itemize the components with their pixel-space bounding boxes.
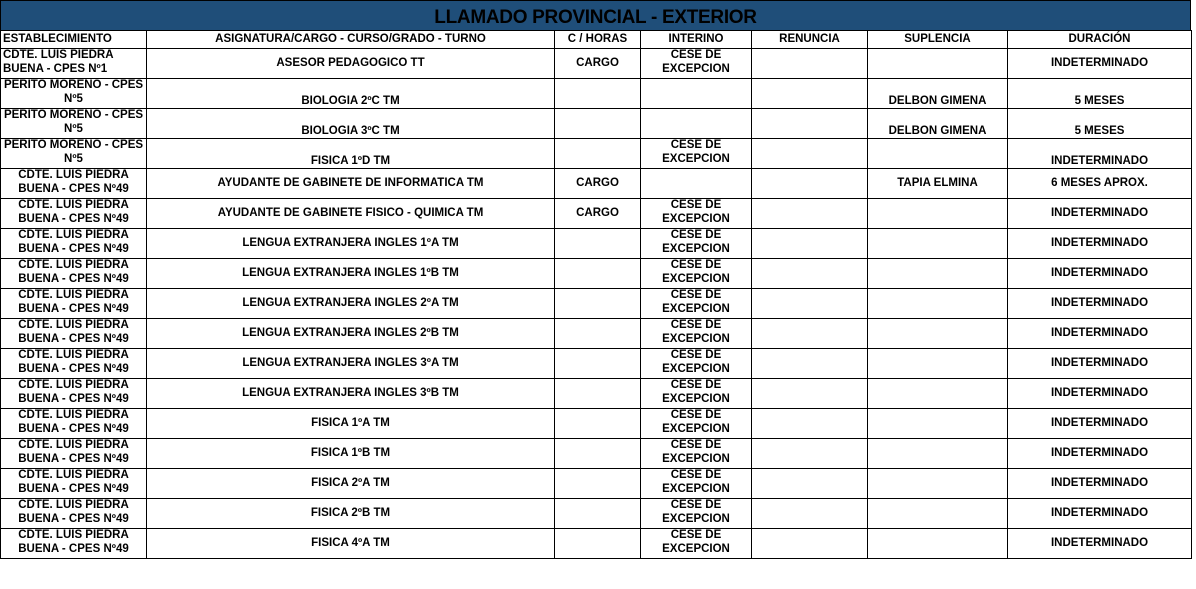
cell-horas[interactable] xyxy=(555,439,641,469)
col-header-renuncia[interactable]: RENUNCIA xyxy=(752,31,868,49)
cell-duracion[interactable]: INDETERMINADO xyxy=(1008,439,1192,469)
cell-establecimiento[interactable]: CDTE. LUIS PIEDRA BUENA - CPES Nº49 xyxy=(1,259,147,289)
cell-establecimiento[interactable]: CDTE. LUIS PIEDRA BUENA - CPES Nº49 xyxy=(1,169,147,199)
cell-asignatura[interactable]: LENGUA EXTRANJERA INGLES 1ºA TM xyxy=(147,229,555,259)
cell-asignatura[interactable]: FISICA 1ºD TM xyxy=(147,139,555,169)
table-row xyxy=(1,529,1192,559)
cell-suplencia[interactable] xyxy=(868,199,1008,229)
cell-horas[interactable] xyxy=(555,379,641,409)
cell-asignatura[interactable]: LENGUA EXTRANJERA INGLES 3ºB TM xyxy=(147,379,555,409)
cell-duracion[interactable]: INDETERMINADO xyxy=(1008,529,1192,559)
table-row xyxy=(1,409,1192,439)
cell-interino[interactable]: CESE DE EXCEPCION xyxy=(641,439,752,469)
cell-renuncia[interactable] xyxy=(752,229,868,259)
cell-asignatura[interactable]: FISICA 1ºA TM xyxy=(147,409,555,439)
cell-interino[interactable]: CESE DE EXCEPCION xyxy=(641,199,752,229)
cell-establecimiento[interactable]: PERITO MORENO - CPES Nº5 xyxy=(1,139,147,169)
cell-renuncia[interactable] xyxy=(752,259,868,289)
cell-asignatura[interactable]: BIOLOGIA 3ºC TM xyxy=(147,109,555,139)
cell-establecimiento[interactable]: PERITO MORENO - CPES Nº5 xyxy=(1,79,147,109)
cell-interino[interactable]: CESE DE EXCEPCION xyxy=(641,499,752,529)
cell-suplencia[interactable] xyxy=(868,259,1008,289)
cell-asignatura[interactable]: LENGUA EXTRANJERA INGLES 1ºB TM xyxy=(147,259,555,289)
cell-horas[interactable]: CARGO xyxy=(555,169,641,199)
cell-interino[interactable] xyxy=(641,169,752,199)
cell-renuncia[interactable] xyxy=(752,499,868,529)
table-row xyxy=(1,439,1192,469)
vacancies-table xyxy=(0,30,1192,559)
cell-interino[interactable]: CESE DE EXCEPCION xyxy=(641,469,752,499)
table-row xyxy=(1,349,1192,379)
cell-establecimiento[interactable]: CDTE. LUIS PIEDRA BUENA - CPES Nº49 xyxy=(1,499,147,529)
cell-establecimiento[interactable]: CDTE. LUIS PIEDRA BUENA - CPES Nº49 xyxy=(1,379,147,409)
cell-horas[interactable] xyxy=(555,409,641,439)
cell-interino[interactable]: CESE DE EXCEPCION xyxy=(641,229,752,259)
cell-renuncia[interactable] xyxy=(752,529,868,559)
cell-asignatura[interactable]: AYUDANTE DE GABINETE FISICO - QUIMICA TM xyxy=(147,199,555,229)
cell-horas[interactable] xyxy=(555,529,641,559)
cell-suplencia[interactable] xyxy=(868,229,1008,259)
cell-establecimiento[interactable]: CDTE. LUIS PIEDRA BUENA - CPES Nº49 xyxy=(1,199,147,229)
cell-horas[interactable] xyxy=(555,259,641,289)
cell-interino[interactable]: CESE DE EXCEPCION xyxy=(641,409,752,439)
cell-asignatura[interactable]: FISICA 2ºA TM xyxy=(147,469,555,499)
cell-suplencia[interactable] xyxy=(868,349,1008,379)
cell-renuncia[interactable] xyxy=(752,469,868,499)
col-header-duracion[interactable]: DURACIÓN xyxy=(1008,31,1192,49)
cell-horas[interactable] xyxy=(555,289,641,319)
cell-establecimiento[interactable]: PERITO MORENO - CPES Nº5 xyxy=(1,109,147,139)
cell-suplencia[interactable] xyxy=(868,499,1008,529)
cell-asignatura[interactable]: FISICA 4ºA TM xyxy=(147,529,555,559)
cell-renuncia[interactable] xyxy=(752,289,868,319)
cell-establecimiento[interactable]: CDTE. LUIS PIEDRA BUENA - CPES Nº49 xyxy=(1,529,147,559)
cell-horas[interactable] xyxy=(555,79,641,109)
cell-suplencia[interactable] xyxy=(868,439,1008,469)
cell-renuncia[interactable] xyxy=(752,139,868,169)
cell-duracion[interactable]: INDETERMINADO xyxy=(1008,289,1192,319)
cell-renuncia[interactable] xyxy=(752,49,868,79)
cell-horas[interactable] xyxy=(555,229,641,259)
cell-establecimiento[interactable]: CDTE. LUIS PIEDRA BUENA - CPES Nº49 xyxy=(1,439,147,469)
cell-suplencia[interactable]: DELBON GIMENA xyxy=(868,109,1008,139)
cell-asignatura[interactable]: FISICA 1ºB TM xyxy=(147,439,555,469)
table-row xyxy=(1,49,1192,79)
table-row xyxy=(1,259,1192,289)
table-row xyxy=(1,199,1192,229)
cell-asignatura[interactable]: BIOLOGIA 2ºC TM xyxy=(147,79,555,109)
cell-duracion[interactable]: INDETERMINADO xyxy=(1008,319,1192,349)
header-row xyxy=(1,31,1192,49)
cell-duracion[interactable]: INDETERMINADO xyxy=(1008,349,1192,379)
cell-interino[interactable]: CESE DE EXCEPCION xyxy=(641,139,752,169)
table-row xyxy=(1,469,1192,499)
cell-suplencia[interactable] xyxy=(868,139,1008,169)
table-row xyxy=(1,499,1192,529)
cell-horas[interactable] xyxy=(555,349,641,379)
cell-interino[interactable]: CESE DE EXCEPCION xyxy=(641,259,752,289)
cell-suplencia[interactable] xyxy=(868,409,1008,439)
cell-asignatura[interactable]: LENGUA EXTRANJERA INGLES 2ºB TM xyxy=(147,319,555,349)
cell-establecimiento[interactable]: CDTE. LUIS PIEDRA BUENA - CPES Nº49 xyxy=(1,289,147,319)
cell-duracion[interactable]: INDETERMINADO xyxy=(1008,379,1192,409)
table-row xyxy=(1,79,1192,109)
cell-renuncia[interactable] xyxy=(752,199,868,229)
cell-interino[interactable] xyxy=(641,79,752,109)
cell-interino[interactable]: CESE DE EXCEPCION xyxy=(641,319,752,349)
cell-renuncia[interactable] xyxy=(752,169,868,199)
col-header-asignatura[interactable]: ASIGNATURA/CARGO - CURSO/GRADO - TURNO xyxy=(147,31,555,49)
cell-establecimiento[interactable]: CDTE. LUIS PIEDRA BUENA - CPES Nº49 xyxy=(1,319,147,349)
cell-establecimiento[interactable]: CDTE. LUIS PIEDRA BUENA - CPES Nº49 xyxy=(1,409,147,439)
cell-horas[interactable] xyxy=(555,469,641,499)
cell-interino[interactable]: CESE DE EXCEPCION xyxy=(641,289,752,319)
cell-interino[interactable]: CESE DE EXCEPCION xyxy=(641,379,752,409)
col-header-interino[interactable]: INTERINO xyxy=(641,31,752,49)
table-row xyxy=(1,169,1192,199)
cell-suplencia[interactable] xyxy=(868,289,1008,319)
cell-horas[interactable]: CARGO xyxy=(555,49,641,79)
sheet-title: LLAMADO PROVINCIAL - EXTERIOR xyxy=(0,0,1191,30)
cell-renuncia[interactable] xyxy=(752,439,868,469)
cell-suplencia[interactable]: DELBON GIMENA xyxy=(868,79,1008,109)
cell-duracion[interactable]: 6 MESES APROX. xyxy=(1008,169,1192,199)
cell-horas[interactable] xyxy=(555,499,641,529)
cell-renuncia[interactable] xyxy=(752,109,868,139)
cell-horas[interactable] xyxy=(555,319,641,349)
table-row xyxy=(1,379,1192,409)
cell-asignatura[interactable]: ASESOR PEDAGOGICO TT xyxy=(147,49,555,79)
cell-suplencia[interactable] xyxy=(868,529,1008,559)
cell-renuncia[interactable] xyxy=(752,379,868,409)
cell-duracion[interactable]: INDETERMINADO xyxy=(1008,49,1192,79)
table-row xyxy=(1,139,1192,169)
cell-duracion[interactable]: INDETERMINADO xyxy=(1008,199,1192,229)
cell-interino[interactable] xyxy=(641,109,752,139)
cell-renuncia[interactable] xyxy=(752,409,868,439)
cell-duracion[interactable]: INDETERMINADO xyxy=(1008,229,1192,259)
cell-duracion[interactable]: INDETERMINADO xyxy=(1008,259,1192,289)
cell-establecimiento[interactable]: CDTE. LUIS PIEDRA BUENA - CPES Nº1 xyxy=(1,49,147,79)
cell-duracion[interactable]: INDETERMINADO xyxy=(1008,139,1192,169)
cell-horas[interactable] xyxy=(555,109,641,139)
cell-establecimiento[interactable]: CDTE. LUIS PIEDRA BUENA - CPES Nº49 xyxy=(1,229,147,259)
table-row xyxy=(1,319,1192,349)
cell-duracion[interactable]: 5 MESES xyxy=(1008,109,1192,139)
cell-duracion[interactable]: INDETERMINADO xyxy=(1008,409,1192,439)
cell-asignatura[interactable]: LENGUA EXTRANJERA INGLES 3ºA TM xyxy=(147,349,555,379)
cell-suplencia[interactable] xyxy=(868,379,1008,409)
cell-asignatura[interactable]: AYUDANTE DE GABINETE DE INFORMATICA TM xyxy=(147,169,555,199)
cell-interino[interactable]: CESE DE EXCEPCION xyxy=(641,349,752,379)
cell-suplencia[interactable]: TAPIA ELMINA xyxy=(868,169,1008,199)
cell-horas[interactable] xyxy=(555,139,641,169)
cell-establecimiento[interactable]: CDTE. LUIS PIEDRA BUENA - CPES Nº49 xyxy=(1,349,147,379)
cell-horas[interactable]: CARGO xyxy=(555,199,641,229)
cell-renuncia[interactable] xyxy=(752,349,868,379)
cell-interino[interactable]: CESE DE EXCEPCION xyxy=(641,529,752,559)
cell-duracion[interactable]: INDETERMINADO xyxy=(1008,499,1192,529)
col-header-horas[interactable]: C / HORAS xyxy=(555,31,641,49)
cell-establecimiento[interactable]: CDTE. LUIS PIEDRA BUENA - CPES Nº49 xyxy=(1,469,147,499)
cell-renuncia[interactable] xyxy=(752,319,868,349)
table-row xyxy=(1,109,1192,139)
cell-renuncia[interactable] xyxy=(752,79,868,109)
cell-asignatura[interactable]: LENGUA EXTRANJERA INGLES 2ºA TM xyxy=(147,289,555,319)
col-header-establecimiento[interactable]: ESTABLECIMIENTO xyxy=(1,31,147,49)
table-row xyxy=(1,229,1192,259)
cell-interino[interactable]: CESE DE EXCEPCION xyxy=(641,49,752,79)
cell-suplencia[interactable] xyxy=(868,49,1008,79)
cell-suplencia[interactable] xyxy=(868,469,1008,499)
cell-duracion[interactable]: 5 MESES xyxy=(1008,79,1192,109)
col-header-suplencia[interactable]: SUPLENCIA xyxy=(868,31,1008,49)
cell-suplencia[interactable] xyxy=(868,319,1008,349)
table-row xyxy=(1,289,1192,319)
cell-duracion[interactable]: INDETERMINADO xyxy=(1008,469,1192,499)
cell-asignatura[interactable]: FISICA 2ºB TM xyxy=(147,499,555,529)
table-body xyxy=(1,49,1192,559)
